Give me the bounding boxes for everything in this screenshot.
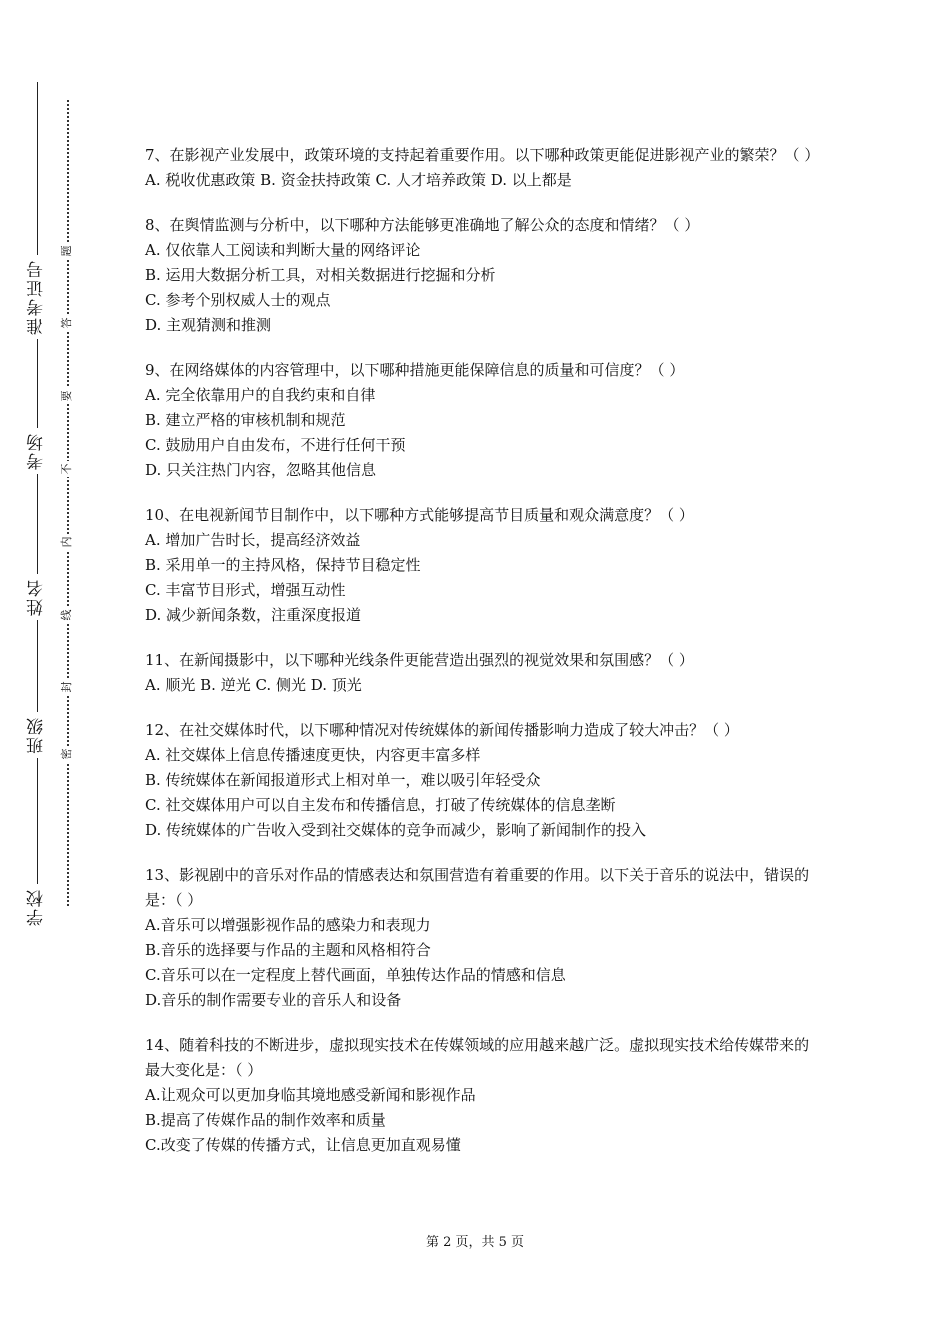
option-a: A.让观众可以更加身临其境地感受新闻和影视作品 <box>145 1086 476 1104</box>
option-d: D. 只关注热门内容，忽略其他信息 <box>145 461 377 479</box>
question-7 <box>145 143 825 193</box>
seal-char: 要 <box>56 388 78 404</box>
field-exam-number-label: 准考证号 <box>22 255 52 339</box>
option-a: A.音乐可以增强影视作品的感染力和表现力 <box>145 916 431 934</box>
option-c: C. 丰富节目形式，增强互动性 <box>145 581 346 599</box>
option-a: A. 社交媒体上信息传播速度更快，内容更丰富多样 <box>145 746 481 764</box>
option-c: C. 社交媒体用户可以自主发布和传播信息，打破了传统媒体的信息垄断 <box>145 796 616 814</box>
question-stem: 7、在影视产业发展中，政策环境的支持起着重要作用。以下哪种政策更能促进影视产业的繁荣？（ ） <box>145 146 820 164</box>
field-class-label: 班级 <box>22 712 52 758</box>
option-b: B. 采用单一的主持风格，保持节目稳定性 <box>145 556 421 574</box>
question-9 <box>145 358 825 483</box>
seal-char: 题 <box>56 243 78 259</box>
option-d: D. 传统媒体的广告收入受到社交媒体的竞争而减少，影响了新闻制作的投入 <box>145 821 647 839</box>
page-footer: 第 2 页，共 5 页 <box>425 1235 525 1250</box>
binding-solid-line <box>37 82 38 922</box>
question-14 <box>145 1033 825 1158</box>
option-a: A. 完全依靠用户的自我约束和自律 <box>145 386 376 404</box>
option-d: D.音乐的制作需要专业的音乐人和设备 <box>145 991 402 1009</box>
binding-margin <box>0 0 110 1344</box>
question-options: A. 税收优惠政策 B. 资金扶持政策 C. 人才培养政策 D. 以上都是 <box>145 171 572 189</box>
option-b: B. 运用大数据分析工具，对相关数据进行挖掘和分析 <box>145 266 496 284</box>
question-12 <box>145 718 825 843</box>
question-stem: 12、在社交媒体时代，以下哪种情况对传统媒体的新闻传播影响力造成了较大冲击？（ ） <box>145 721 739 739</box>
question-stem: 14、随着科技的不断进步，虚拟现实技术在传媒领域的应用越来越广泛。虚拟现实技术给传媒带来的最大变化是：（ ） <box>145 1036 810 1079</box>
field-name-label: 姓名 <box>22 574 52 620</box>
option-c: C.改变了传媒的传播方式，让信息更加直观易懂 <box>145 1136 461 1154</box>
seal-char: 密 <box>56 746 78 762</box>
option-c: C. 参考个别权威人士的观点 <box>145 291 331 309</box>
question-stem: 9、在网络媒体的内容管理中，以下哪种措施更能保障信息的质量和可信度？（ ） <box>145 361 685 379</box>
option-b: B.提高了传媒作品的制作效率和质量 <box>145 1111 386 1129</box>
option-b: B.音乐的选择要与作品的主题和风格相符合 <box>145 941 431 959</box>
seal-char: 不 <box>56 461 78 477</box>
field-school-label: 学校 <box>22 884 52 930</box>
question-stem: 13、影视剧中的音乐对作品的情感表达和氛围营造有着重要的作用。以下关于音乐的说法中，错误的是：（ ） <box>145 866 810 909</box>
question-options: A. 顺光 B. 逆光 C. 侧光 D. 顶光 <box>145 676 362 694</box>
seal-char: 线 <box>56 607 78 623</box>
seal-char: 内 <box>56 534 78 550</box>
option-d: D. 主观猜测和推测 <box>145 316 272 334</box>
question-stem: 8、在舆情监测与分析中，以下哪种方法能够更准确地了解公众的态度和情绪？（ ） <box>145 216 700 234</box>
question-stem: 11、在新闻摄影中，以下哪种光线条件更能营造出强烈的视觉效果和氛围感？（ ） <box>145 651 694 669</box>
question-11 <box>145 648 825 698</box>
seal-char: 答 <box>56 315 78 331</box>
option-a: A. 仅依靠人工阅读和判断大量的网络评论 <box>145 241 421 259</box>
option-d: D. 减少新闻条数，注重深度报道 <box>145 606 362 624</box>
question-list <box>145 143 825 1178</box>
option-b: B. 建立严格的审核机制和规范 <box>145 411 346 429</box>
option-c: C.音乐可以在一定程度上替代画面，单独传达作品的情感和信息 <box>145 966 566 984</box>
field-exam-room-label: 考场 <box>22 428 52 474</box>
question-13 <box>145 863 825 1013</box>
option-a: A. 增加广告时长，提高经济效益 <box>145 531 361 549</box>
question-8 <box>145 213 825 338</box>
question-10 <box>145 503 825 628</box>
option-b: B. 传统媒体在新闻报道形式上相对单一，难以吸引年轻受众 <box>145 771 541 789</box>
binding-dotted-line <box>67 100 69 906</box>
seal-char: 封 <box>56 679 78 695</box>
question-stem: 10、在电视新闻节目制作中，以下哪种方式能够提高节目质量和观众满意度？（ ） <box>145 506 694 524</box>
option-c: C. 鼓励用户自由发布，不进行任何干预 <box>145 436 406 454</box>
